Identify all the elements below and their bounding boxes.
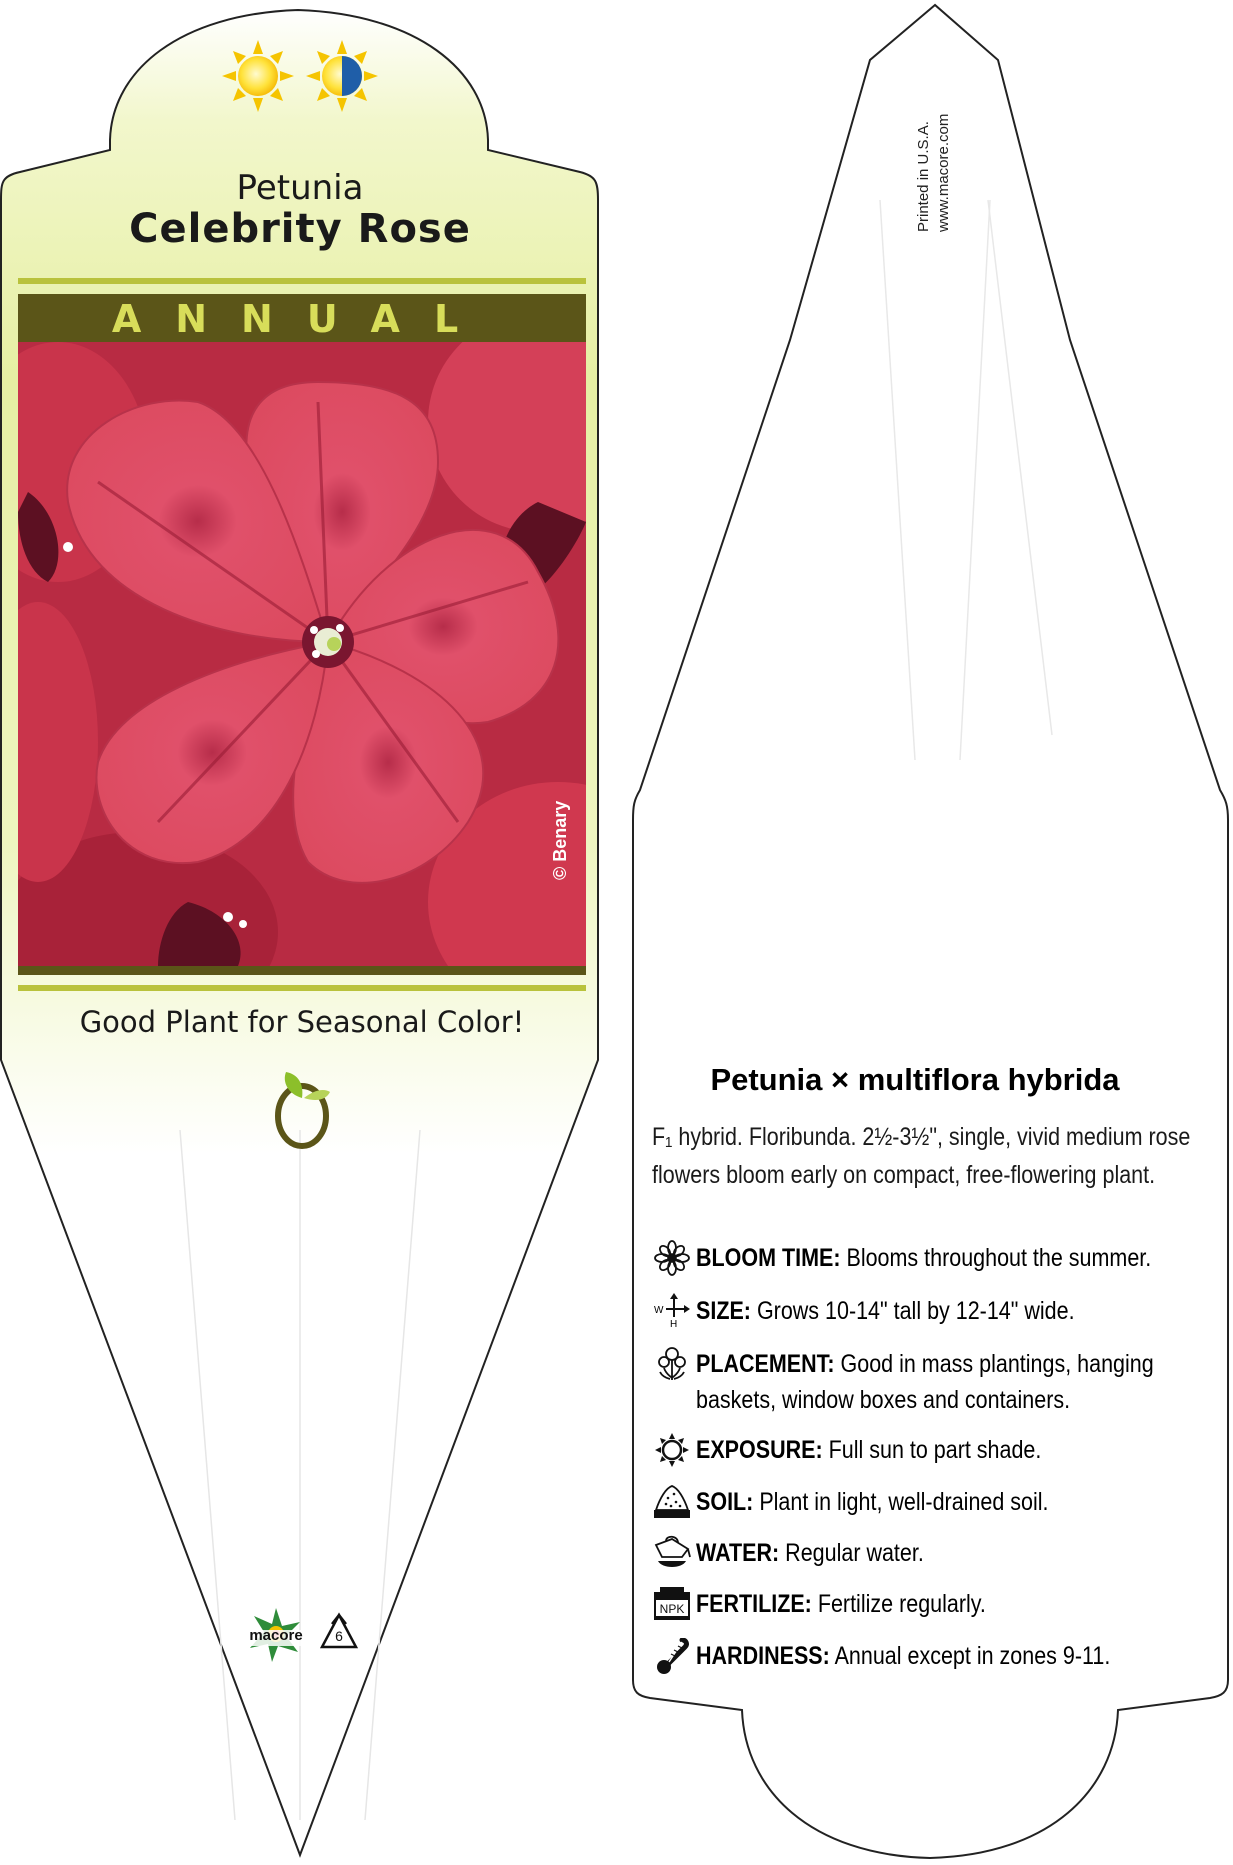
thermometer-icon [652, 1638, 692, 1674]
flower-photo [18, 342, 586, 966]
stripe-top [18, 278, 586, 284]
water-value: Regular water. [785, 1539, 924, 1567]
fertilize-label: FERTILIZE: [696, 1590, 812, 1618]
soil-icon [652, 1484, 692, 1520]
bloom-time-label: BLOOM TIME: [696, 1244, 841, 1272]
watering-can-icon [652, 1535, 692, 1571]
size-label: SIZE: [696, 1297, 751, 1325]
website: www.macore.com [935, 113, 952, 232]
attr-hardiness [652, 1638, 1233, 1674]
flower-icon [652, 1240, 692, 1276]
printed-in: Printed in U.S.A. [915, 121, 932, 232]
description: F₁ hybrid. Floribunda. 2½-3½", single, vivid medium rose flowers bloom early on compact, free-flowering plant. [652, 1123, 1191, 1189]
exposure-label: EXPOSURE: [696, 1436, 823, 1464]
photo-credit: © Benary [550, 800, 570, 880]
bloom-time-value: Blooms throughout the summer. [846, 1244, 1152, 1272]
sprout-logo-icon [270, 1068, 334, 1150]
placement-label: PLACEMENT: [696, 1350, 835, 1378]
size-w-letter: W [654, 1305, 664, 1316]
attr-bloom-time [652, 1240, 1233, 1276]
full-sun-icon [222, 40, 294, 112]
soil-value: Plant in light, well-drained soil. [759, 1488, 1049, 1516]
size-icon [652, 1293, 692, 1329]
size-value: Grows 10-14" tall by 12-14" wide. [756, 1297, 1075, 1325]
attr-water [652, 1535, 1233, 1571]
category-label: ANNUAL [111, 297, 493, 341]
npk-icon [652, 1586, 692, 1622]
plant-genus: Petunia [236, 168, 364, 208]
stripe-bottom [18, 985, 586, 991]
exposure-value: Full sun to part shade. [828, 1436, 1042, 1464]
placement-value: Good in mass plantings, hanging baskets, window boxes and containers. [696, 1350, 1154, 1414]
fertilize-value: Fertilize regularly. [817, 1590, 986, 1618]
npk-text: NPK [659, 1602, 685, 1616]
back-tag-shape [633, 5, 1228, 1858]
hardiness-value: Annual except in zones 9-11. [834, 1642, 1111, 1670]
attr-soil [652, 1484, 1233, 1520]
attr-placement [652, 1346, 1233, 1418]
plant-cultivar: Celebrity Rose [129, 206, 471, 252]
attr-exposure [652, 1432, 1233, 1468]
hardiness-label: HARDINESS: [696, 1642, 830, 1670]
scientific-name: Petunia × multiflora hybrida [710, 1062, 1120, 1097]
recycle-code: 6 [335, 1628, 343, 1644]
placement-icon [652, 1346, 692, 1382]
sun-icon [652, 1432, 692, 1468]
sun-exposure-icons [220, 38, 380, 114]
attr-fertilize [652, 1586, 1233, 1622]
attr-size [652, 1293, 1233, 1329]
photo-bottom-band [18, 966, 586, 975]
part-shade-icon [306, 40, 378, 112]
soil-label: SOIL: [696, 1488, 754, 1516]
water-label: WATER: [696, 1539, 780, 1567]
slogan: Good Plant for Seasonal Color! [79, 1005, 525, 1039]
size-h-letter: H [670, 1319, 678, 1329]
brand-name: macore [249, 1627, 303, 1644]
